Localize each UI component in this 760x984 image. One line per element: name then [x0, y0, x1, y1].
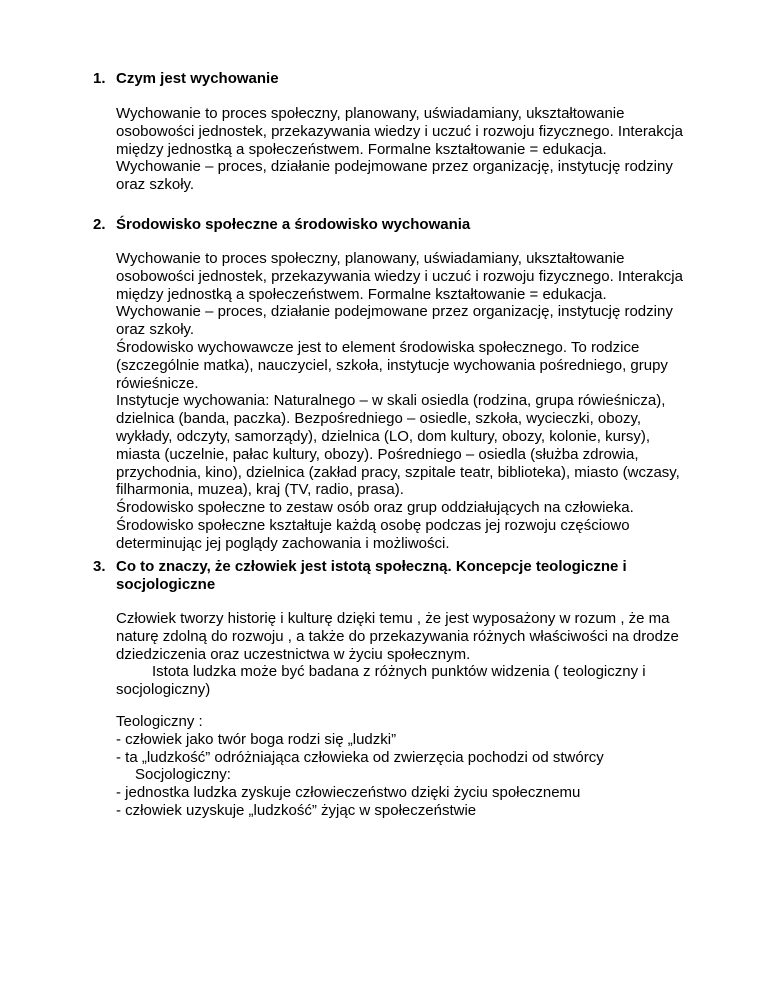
paragraph-line: Wychowanie to proces społeczny, planowany, uświadamiany, ukształtowanie: [116, 105, 625, 122]
sociological-label: Socjologiczny:: [135, 766, 231, 784]
paragraph-line-indented: Istota ludzka może być badana z różnych punktów widzenia ( teologiczny i: [152, 663, 646, 681]
paragraph-line: między jednostką a społeczeństwem. Formalne kształtowanie = edukacja.: [116, 140, 607, 158]
section-3-title-line: Co to znaczy, że człowiek jest istotą społeczną. Koncepcje teologiczne i: [116, 558, 627, 575]
paragraph-line: (szczególnie matka), nauczyciel, szkoła, instytucje wychowania pośredniego, grupy: [116, 356, 668, 374]
paragraph-line: rówieśnicze.: [116, 374, 199, 392]
paragraph-line: przychodnia, kino), dzielnica (zakład pracy, szpitale teatr, biblioteka), miasto (wczasy,: [116, 463, 680, 481]
paragraph-line: determinując jej poglądy zachowania i możliwości.: [116, 534, 450, 552]
paragraph-line: Wychowanie – proces, działanie podejmowane przez organizację, instytucję rodziny: [116, 303, 673, 321]
paragraph-line: Środowisko społeczne kształtuje każdą osobę podczas jej rozwoju częściowo: [116, 516, 630, 534]
section-2-body: [116, 250, 696, 553]
paragraph-line: socjologiczny): [116, 681, 211, 699]
list-item: - ta „ludzkość” odróżniająca człowieka od zwierzęcia pochodzi od stwórcy: [116, 748, 604, 766]
paragraph-line: Wychowanie to proces społeczny, planowany, uświadamiany, ukształtowanie: [116, 250, 625, 267]
paragraph-line: oraz szkoły.: [116, 176, 195, 194]
paragraph-line: dzielnica (banda, paczka). Bezpośredniego – osiedle, szkoła, wycieczki, obozy,: [116, 410, 641, 428]
paragraph-line: Człowiek tworzy historię i kulturę dzięki temu , że jest wyposażony w rozum , że ma: [116, 610, 670, 627]
list-item: - człowiek jako twór boga rodzi się „ludzki”: [116, 730, 397, 748]
section-3-number: 3.: [93, 558, 106, 575]
paragraph-line: osobowości jednostek, przekazywania wiedzy i uczuć i rozwoju fizycznego. Interakcja: [116, 122, 683, 140]
paragraph-line: dziedziczenia oraz uczestnictwa w życiu społecznym.: [116, 645, 471, 663]
paragraph-line: naturę zdolną do rozwoju , a także do przekazywania różnych właściwości na drodze: [116, 627, 679, 645]
list-item: - jednostka ludzka zyskuje człowieczeństwo dzięki życiu społecznemu: [116, 784, 581, 802]
list-item: - człowiek uzyskuje „ludzkość” żyjąc w społeczeństwie: [116, 801, 477, 819]
section-3-body: [116, 610, 696, 699]
paragraph-line: Wychowanie – proces, działanie podejmowane przez organizację, instytucję rodziny: [116, 158, 673, 176]
paragraph-line: Instytucje wychowania: Naturalnego – w skali osiedla (rodzina, grupa rówieśnicza),: [116, 392, 666, 410]
section-1-title: Czym jest wychowanie: [116, 70, 279, 87]
section-2-number: 2.: [93, 216, 106, 233]
section-1-body: [116, 105, 696, 194]
paragraph-line: oraz szkoły.: [116, 321, 195, 339]
section-3-lists: [116, 713, 696, 820]
paragraph-line: Środowisko wychowawcze jest to element środowiska społecznego. To rodzice: [116, 338, 640, 356]
paragraph-line: wykłady, odczyty, samorządy), dzielnica (LO, dom kultury, obozy, kolonie, kursy),: [116, 427, 651, 445]
section-2-title: Środowisko społeczne a środowisko wychowania: [116, 216, 471, 233]
section-3-title-line: socjologiczne: [116, 576, 216, 593]
section-3-title: [116, 558, 676, 594]
paragraph-line: miasta (uczelnie, pałac kultury, obozy). Pośredniego – osiedla (służba zdrowia,: [116, 445, 639, 463]
paragraph-line: między jednostką a społeczeństwem. Formalne kształtowanie = edukacja.: [116, 285, 607, 303]
section-1-number: 1.: [93, 70, 106, 87]
teological-label: Teologiczny :: [116, 713, 203, 730]
paragraph-line: Środowisko społeczne to zestaw osób oraz grup oddziałujących na człowieka.: [116, 499, 634, 517]
paragraph-line: osobowości jednostek, przekazywania wiedzy i uczuć i rozwoju fizycznego. Interakcja: [116, 267, 683, 285]
paragraph-line: filharmonia, muzea), kraj (TV, radio, prasa).: [116, 481, 404, 499]
